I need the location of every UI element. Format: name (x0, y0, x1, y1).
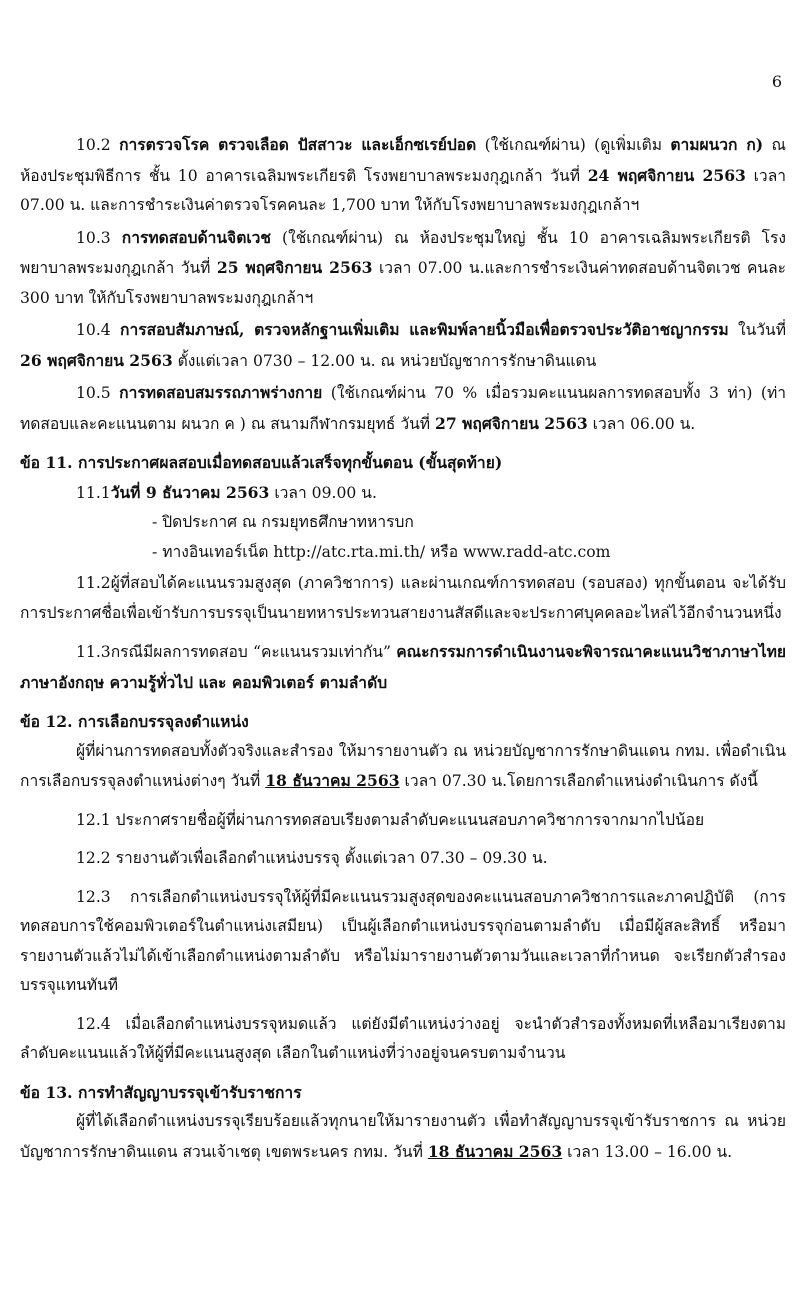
clause-11-3 (20, 637, 786, 698)
clause-11-1 (20, 478, 786, 509)
clause-text: (ใช้เกณฑ์ผ่าน 70 % เมื่อรวมคะแนนผลการทดสอบทั้ง 3 ท่า) (ท่าทดสอบและคะแนนตาม ผนวก ค ) ณ สนามกีฬากรมยุทธ์ วันที่ (20, 384, 786, 433)
clause-10-4 (20, 315, 786, 376)
clause-text: ผู้ที่ผ่านการทดสอบทั้งตัวจริงและสำรอง ให้มารายงานตัว ณ หน่วยบัญชาการรักษาดินแดน กทม. เพื่อดำเนินการเลือกบรรจุลงตำแหน่งต่างๆ วันที่ (20, 741, 786, 790)
clause-number: 10.2 (76, 136, 111, 154)
clause-text: ตั้งแต่เวลา 0730 – 12.00 น. ณ หน่วยบัญชาการรักษาดินแดน (172, 351, 597, 370)
date-text: 18 ธันวาคม 2563 (427, 1141, 563, 1161)
clause-text: เวลา 07.30 น.โดยการเลือกตำแหน่งดำเนินการ ดังนี้ (399, 772, 758, 790)
clause-emphasis: คณะกรรมการดำเนินงานจะพิจารณาคะแนนวิชาภาษาไทย ภาษาอังกฤษ ความรู้ทั่วไป และ คอมพิวเตอร์ ตามลำดับ (20, 642, 786, 692)
clause-title: การทดสอบสมรรถภาพร่างกาย (119, 383, 323, 402)
clause-text: เวลา 06.00 น. (587, 414, 696, 433)
date-text: 25 พฤศจิกายน 2563 (216, 258, 373, 277)
clause-10-5 (20, 378, 786, 439)
clause-12-4: 12.4 เมื่อเลือกตำแหน่งบรรจุหมดแล้ว แต่ยังมีตำแหน่งว่างอยู่ จะนำตัวสำรองทั้งหมดที่เหลือมาเรียงตามลำดับคะแนนแล้วให้ผู้ที่มีคะแนนสูงสุด เลือกในตำแหน่งที่ว่างอยู่จนครบตามจำนวน (20, 1014, 786, 1062)
date-text: 24 พฤศจิกายน 2563 (587, 165, 746, 185)
page-number: 6 (771, 72, 782, 91)
section-heading-13: ข้อ 13. การทำสัญญาบรรจุเข้ารับราชการ (20, 1082, 302, 1102)
clause-number: 10.4 (76, 321, 111, 339)
clause-12-2: 12.2 รายงานตัวเพื่อเลือกตำแหน่งบรรจุ ตั้งแต่เวลา 07.30 – 09.30 น. (76, 849, 548, 867)
clause-title: การสอบสัมภาษณ์, ตรวจหลักฐานเพิ่มเติม และพิมพ์ลายนิ้วมือเพื่อตรวจประวัติอาชญากรรม (120, 320, 729, 339)
clause-text: เวลา 07.00 น. และการชำระเงินค่าตรวจโรคคนละ 1,700 บาท ให้กับโรงพยาบาลพระมงกุฎเกล้าฯ (20, 166, 787, 214)
bullet-internet: - ทางอินเทอร์เน็ต http://atc.rta.mi.th/ หรือ www.radd-atc.com (152, 542, 611, 561)
document-body (20, 130, 786, 1167)
date-text: วันที่ 9 ธันวาคม 2563 (110, 482, 270, 502)
clause-10-3 (20, 223, 786, 314)
date-text: 26 พฤศจิกายน 2563 (20, 350, 173, 370)
clause-12-1: 12.1 ประกาศรายชื่อผู้ที่ผ่านการทดสอบเรียงตามลำดับคะแนนสอบภาควิชาการจากมากไปน้อย (76, 810, 705, 829)
clause-11-2: 11.2ผู้ที่สอบได้คะแนนรวมสูงสุด (ภาควิชาการ) และผ่านเกณฑ์การทดสอบ (รอบสอง) ทุกขั้นตอน จะได้รับการประกาศชื่อเพื่อเข้ารับการบรรจุเป็นนายทหารประทวนสายงานสัสดีและจะประกาศบุคคลอะไหล่ไว้อีกจำนวนหนึ่ง (20, 574, 786, 622)
annex-reference: ตามผนวก ก) (670, 135, 764, 154)
bullet-notice-board: - ปิดประกาศ ณ กรมยุทธศึกษาทหารบก (152, 513, 414, 531)
clause-text: ผู้ที่ได้เลือกตำแหน่งบรรจุเรียบร้อยแล้วทุกนายให้มารายงานตัว เพื่อทำสัญญาบรรจุเข้ารับราชการ ณ หน่วยบัญชาการรักษาดินแดน สวนเจ้าเชตุ เขตพระนคร กทม. วันที่ (20, 1112, 786, 1161)
clause-text: เวลา 13.00 – 16.00 น. (562, 1142, 733, 1161)
clause-text: ณ ห้องประชุมพิธีการ ชั้น 10 อาคารเฉลิมพระเกียรติ โรงพยาบาลพระมงกุฎเกล้า วันที่ (20, 136, 787, 185)
clause-number: 10.3 (76, 228, 111, 247)
clause-13-1 (20, 1107, 786, 1167)
clause-text: (ใช้เกณฑ์ผ่าน) ณ ห้องประชุมใหญ่ ชั้น 10 อาคารเฉลิมพระเกียรติ โรงพยาบาลพระมงกุฎเกล้า วันที่ (20, 228, 786, 277)
section-12-intro (20, 737, 786, 797)
clause-title: การตรวจโรค ตรวจเลือด ปัสสาวะ และเอ็กซเรย์ปอด (119, 135, 477, 154)
section-heading-12: ข้อ 12. การเลือกบรรจุลงตำแหน่ง (20, 712, 249, 731)
clause-number: 11.1 (76, 483, 111, 502)
date-text: 27 พฤศจิกายน 2563 (434, 413, 588, 433)
clause-10-2 (20, 130, 786, 221)
clause-text: ในวันที่ (728, 321, 786, 339)
clause-text: เวลา 09.00 น. (269, 483, 377, 502)
date-text: 18 ธันวาคม 2563 (265, 771, 400, 790)
clause-text: (ใช้เกณฑ์ผ่าน) (ดูเพิ่มเติม (476, 136, 671, 154)
section-heading-11: ข้อ 11. การประกาศผลสอบเมื่อทดสอบแล้วเสร็จทุกขั้นตอน (ขั้นสุดท้าย) (20, 453, 503, 472)
clause-title: การทดสอบด้านจิตเวช (121, 227, 271, 247)
clause-text: เวลา 07.00 น.และการชำระเงินค่าทดสอบด้านจิตเวช คนละ 300 บาท ให้กับโรงพยาบาลพระมงกุฎเกล้าฯ (20, 259, 786, 307)
clause-text: 11.3กรณีมีผลการทดสอบ “คะแนนรวมเท่ากัน” (76, 643, 397, 661)
clause-12-3: 12.3 การเลือกตำแหน่งบรรจุให้ผู้ที่มีคะแนนรวมสูงสุดของคะแนนสอบภาควิชาการและภาคปฏิบัติ (การทดสอบการใช้คอมพิวเตอร์ในตำแหน่งเสมียน) เป็นผู้เลือกตำแหน่งบรรจุก่อนตามลำดับ เมื่อมีผู้สละสิทธิ์ หรือมารายงานตัวแล้วไม่ได้เข้าเลือกตำแหน่งตามลำดับ หรือไม่มารายงานตัวตามวันและเวลาที่กำหนด จะเรียกตัวสำรองบรรจุแทนทันที (20, 887, 786, 994)
clause-number: 10.5 (76, 384, 111, 402)
